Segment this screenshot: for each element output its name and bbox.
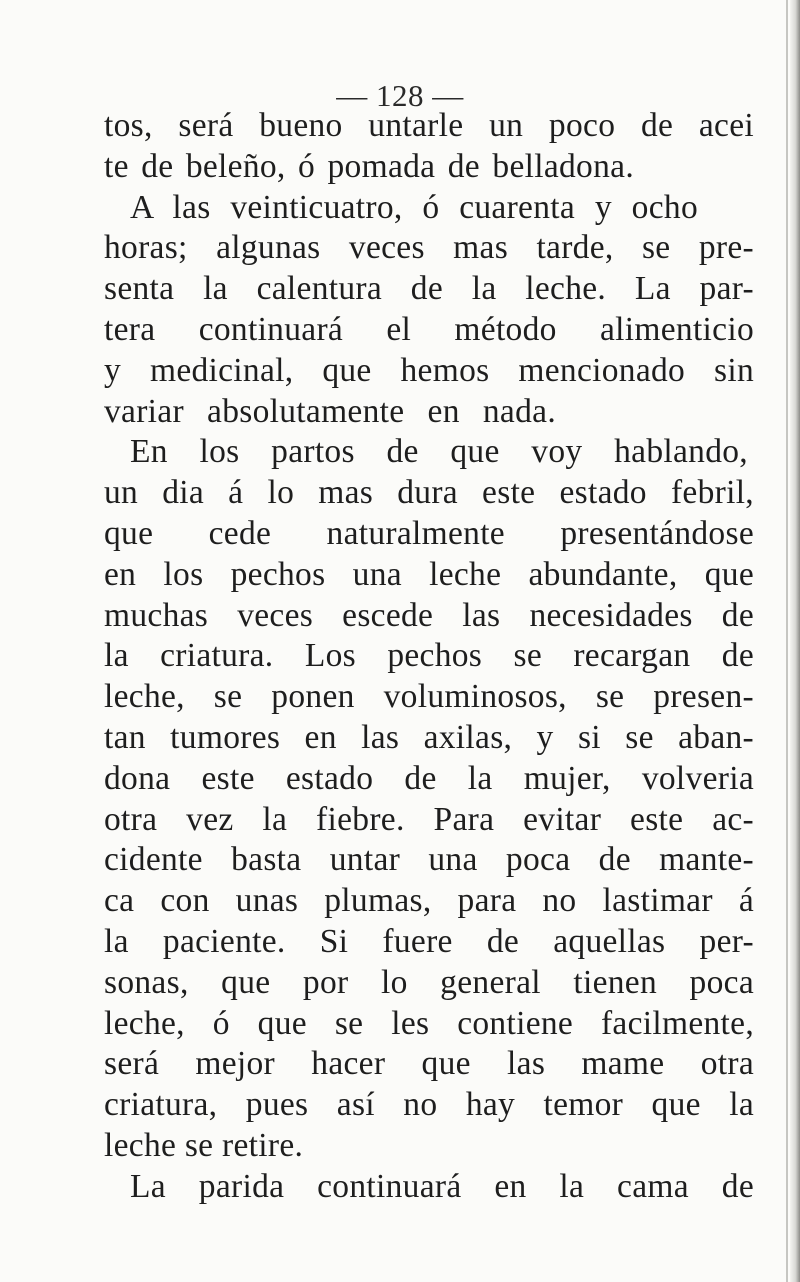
page-number: — 128 — [336,78,464,113]
text-line: tos, será bueno untarle un poco de acei [104,107,754,144]
text-line: en los pechos una leche abundante, que [104,555,754,593]
text-line: cidente basta untar una poca de mante- [104,841,754,879]
text-line: La parida continuará en la cama de [130,1167,754,1205]
text-line: dona este estado de la mujer, volveria [104,759,754,797]
text-line: senta la calentura de la leche. La par- [104,270,754,308]
text-line: tan tumores en las axilas, y si se aban- [104,718,754,756]
text-line: horas; algunas veces mas tarde, se pre- [104,229,754,267]
text-line: la criatura. Los pechos se recargan de [104,637,754,675]
text-line: leche, se ponen voluminosos, se presen- [104,678,754,716]
text-line: ca con unas plumas, para no lastimar á [104,882,754,920]
text-line: otra vez la fiebre. Para evitar este ac- [104,800,754,838]
text-line: y medicinal, que hemos mencionado sin [104,351,754,389]
page-edge-line [786,0,788,1282]
text-line: un dia á lo mas dura este estado febril, [104,474,754,512]
text-line: leche se retire. [104,1126,304,1164]
page-edge-shadow [790,0,800,1282]
text-line: la paciente. Si fuere de aquellas per- [104,922,754,960]
text-line: será mejor hacer que las mame otra [104,1045,754,1083]
text-line: muchas veces escede las necesidades de [104,596,754,634]
text-line: A las veinticuatro, ó cuarenta y ocho [130,188,698,226]
body-text [104,106,754,1208]
text-line: que cede naturalmente presentándose [104,514,754,552]
text-line: En los partos de que voy hablando, [130,433,748,471]
text-line: te de beleño, ó pomada de belladona. [104,147,634,185]
text-line: criatura, pues así no hay temor que la [104,1086,754,1124]
text-line: variar absolutamente en nada. [104,392,556,430]
text-line: leche, ó que se les contiene facilmente, [104,1004,754,1042]
text-line: sonas, que por lo general tienen poca [104,963,754,1001]
text-line: tera continuará el método alimenticio [104,310,754,348]
